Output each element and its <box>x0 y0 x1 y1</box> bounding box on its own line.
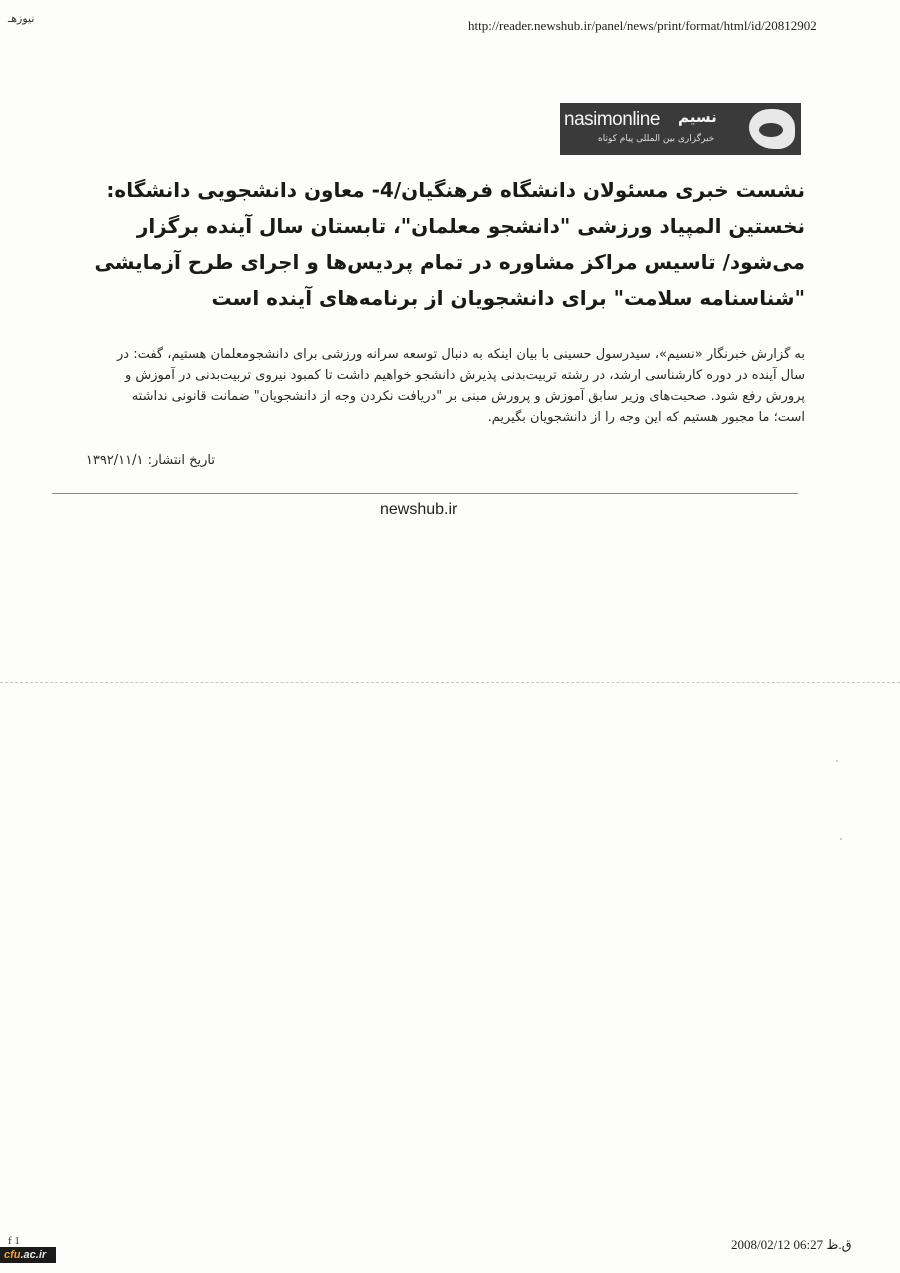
source-badge <box>0 1247 56 1263</box>
page-number: f 1 <box>8 1235 20 1247</box>
logo-tagline: خبرگزاری بین المللی پیام کوتاه <box>598 134 715 144</box>
scan-speck <box>836 760 838 762</box>
scan-timestamp: ق.ظ 06:27 2008/02/12 <box>731 1237 852 1252</box>
article-headline: نشست خبری مسئولان دانشگاه فرهنگیان/4- معاون دانشجویی دانشگاه: نخستین المپیاد ورزشی "دانشجو معلمان"، تابستان سال آینده برگزار می‌شود/ تاسیس مراکز مشاوره در تمام پردیس‌ها و اجرای طرح آزمایشی "شناسنامه سلامت" برای دانشجویان از برنامه‌های آینده است <box>94 178 805 310</box>
logo-persian-text: نسیم <box>678 108 717 126</box>
nasim-emblem-icon <box>749 109 795 149</box>
badge-part-2: .ac.ir <box>20 1249 47 1261</box>
nasim-logo <box>560 103 801 155</box>
logo-latin-text: nasimonline <box>564 109 660 130</box>
publish-date: تاریخ انتشار: ۱۳۹۲/۱۱/۱ <box>85 453 215 468</box>
print-url: http://reader.newshub.ir/panel/news/print/format/html/id/20812902 <box>468 18 817 33</box>
article-body: به گزارش خبرنگار «نسیم»، سیدرسول حسینی با بیان اینکه به دنبال توسعه سرانه ورزشی برای دانشجومعلمان هستیم، گفت: در سال آینده در دوره کارشناسی ارشد، در رشته تربیت‌بدنی پذیرش دانشجو خواهیم داشت تا کمبود نیروی تربیت‌بدنی در آموزش و پرورش رفع شود. صحبت‌های وزیر سابق آموزش و پرورش مبنی بر "دریافت نکردن وجه از دانشجویان" ضمانت قانونی نداشته است؛ ما مجبور هستیم که این وجه را از دانشجویان بگیریم. <box>117 347 805 425</box>
page-fold-line <box>0 682 900 683</box>
divider <box>52 493 798 494</box>
badge-part-1: cfu <box>4 1249 21 1261</box>
footer-domain: newshub.ir <box>380 501 458 518</box>
section-label: نیوزهـ <box>8 12 35 25</box>
scan-speck <box>840 838 842 840</box>
